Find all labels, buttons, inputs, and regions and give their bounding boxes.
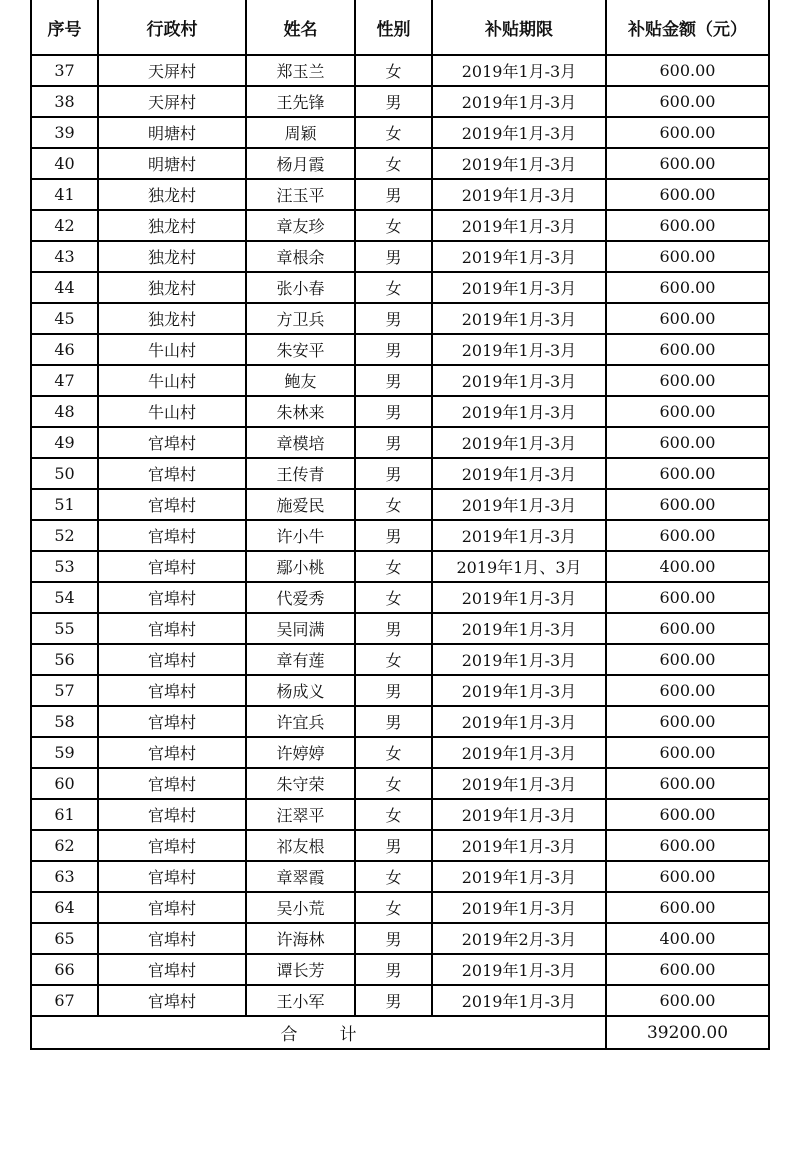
cell-subsidy-amount: 600.00	[606, 768, 769, 799]
cell-subsidy-period: 2019年1月-3月	[432, 210, 606, 241]
cell-subsidy-period: 2019年1月-3月	[432, 644, 606, 675]
cell-serial-no: 55	[31, 613, 98, 644]
cell-village: 明塘村	[98, 117, 246, 148]
cell-gender: 男	[355, 303, 432, 334]
cell-serial-no: 38	[31, 86, 98, 117]
cell-serial-no: 58	[31, 706, 98, 737]
cell-serial-no: 41	[31, 179, 98, 210]
cell-gender: 女	[355, 737, 432, 768]
table-row	[31, 644, 769, 675]
cell-name: 许小牛	[246, 520, 355, 551]
cell-subsidy-period: 2019年1月-3月	[432, 458, 606, 489]
cell-gender: 男	[355, 520, 432, 551]
total-label: 合计	[31, 1016, 606, 1049]
cell-name: 朱安平	[246, 334, 355, 365]
table-row	[31, 117, 769, 148]
subsidy-table	[30, 0, 770, 1050]
cell-serial-no: 54	[31, 582, 98, 613]
cell-name: 章翠霞	[246, 861, 355, 892]
cell-subsidy-amount: 600.00	[606, 892, 769, 923]
cell-name: 王小军	[246, 985, 355, 1016]
table-row	[31, 954, 769, 985]
table-body	[31, 55, 769, 1016]
cell-gender: 男	[355, 706, 432, 737]
table-row	[31, 737, 769, 768]
cell-name: 祁友根	[246, 830, 355, 861]
table-row	[31, 272, 769, 303]
cell-subsidy-period: 2019年1月-3月	[432, 985, 606, 1016]
cell-serial-no: 46	[31, 334, 98, 365]
cell-serial-no: 60	[31, 768, 98, 799]
cell-serial-no: 45	[31, 303, 98, 334]
cell-serial-no: 63	[31, 861, 98, 892]
cell-gender: 男	[355, 985, 432, 1016]
cell-serial-no: 39	[31, 117, 98, 148]
cell-village: 牛山村	[98, 334, 246, 365]
cell-village: 官埠村	[98, 799, 246, 830]
table-row	[31, 551, 769, 582]
cell-subsidy-period: 2019年1月-3月	[432, 117, 606, 148]
cell-name: 章模培	[246, 427, 355, 458]
cell-serial-no: 53	[31, 551, 98, 582]
cell-gender: 女	[355, 582, 432, 613]
cell-gender: 女	[355, 551, 432, 582]
table-row	[31, 861, 769, 892]
header-serial-no: 序号	[31, 0, 98, 55]
cell-gender: 女	[355, 799, 432, 830]
cell-gender: 女	[355, 117, 432, 148]
cell-subsidy-period: 2019年1月-3月	[432, 954, 606, 985]
cell-gender: 女	[355, 768, 432, 799]
cell-village: 官埠村	[98, 892, 246, 923]
cell-village: 官埠村	[98, 830, 246, 861]
table-row	[31, 923, 769, 954]
cell-gender: 女	[355, 892, 432, 923]
cell-gender: 男	[355, 675, 432, 706]
cell-subsidy-period: 2019年1月-3月	[432, 582, 606, 613]
cell-village: 官埠村	[98, 737, 246, 768]
cell-subsidy-period: 2019年1月-3月	[432, 737, 606, 768]
cell-serial-no: 67	[31, 985, 98, 1016]
cell-subsidy-period: 2019年1月-3月	[432, 272, 606, 303]
cell-subsidy-amount: 600.00	[606, 954, 769, 985]
table-footer	[31, 1016, 769, 1049]
cell-subsidy-amount: 600.00	[606, 365, 769, 396]
table-row	[31, 303, 769, 334]
cell-village: 官埠村	[98, 644, 246, 675]
cell-serial-no: 62	[31, 830, 98, 861]
cell-name: 周颖	[246, 117, 355, 148]
cell-subsidy-period: 2019年1月-3月	[432, 830, 606, 861]
cell-name: 王传青	[246, 458, 355, 489]
table-row	[31, 241, 769, 272]
cell-village: 官埠村	[98, 861, 246, 892]
cell-subsidy-amount: 400.00	[606, 923, 769, 954]
table-row	[31, 892, 769, 923]
cell-subsidy-amount: 600.00	[606, 179, 769, 210]
cell-subsidy-period: 2019年1月-3月	[432, 427, 606, 458]
table-row	[31, 799, 769, 830]
cell-serial-no: 48	[31, 396, 98, 427]
table-row	[31, 210, 769, 241]
cell-gender: 男	[355, 613, 432, 644]
table-row	[31, 768, 769, 799]
cell-village: 天屏村	[98, 55, 246, 86]
table-row	[31, 830, 769, 861]
cell-subsidy-amount: 600.00	[606, 86, 769, 117]
cell-name: 许海林	[246, 923, 355, 954]
cell-gender: 男	[355, 954, 432, 985]
cell-gender: 男	[355, 923, 432, 954]
cell-serial-no: 51	[31, 489, 98, 520]
cell-village: 天屏村	[98, 86, 246, 117]
cell-name: 杨月霞	[246, 148, 355, 179]
cell-village: 官埠村	[98, 923, 246, 954]
header-name: 姓名	[246, 0, 355, 55]
cell-village: 独龙村	[98, 241, 246, 272]
table-header	[31, 0, 769, 55]
header-gender: 性别	[355, 0, 432, 55]
cell-name: 汪翠平	[246, 799, 355, 830]
cell-village: 官埠村	[98, 954, 246, 985]
cell-gender: 女	[355, 148, 432, 179]
table-row	[31, 706, 769, 737]
cell-subsidy-period: 2019年1月、3月	[432, 551, 606, 582]
table-row	[31, 396, 769, 427]
table-row	[31, 520, 769, 551]
cell-subsidy-period: 2019年1月-3月	[432, 520, 606, 551]
table-row	[31, 675, 769, 706]
cell-name: 杨成义	[246, 675, 355, 706]
cell-serial-no: 50	[31, 458, 98, 489]
cell-serial-no: 65	[31, 923, 98, 954]
cell-subsidy-period: 2019年1月-3月	[432, 613, 606, 644]
cell-name: 郑玉兰	[246, 55, 355, 86]
cell-subsidy-period: 2019年1月-3月	[432, 365, 606, 396]
total-row	[31, 1016, 769, 1049]
cell-village: 独龙村	[98, 303, 246, 334]
cell-gender: 男	[355, 458, 432, 489]
cell-village: 官埠村	[98, 706, 246, 737]
cell-subsidy-amount: 600.00	[606, 861, 769, 892]
cell-subsidy-amount: 400.00	[606, 551, 769, 582]
cell-gender: 男	[355, 241, 432, 272]
cell-serial-no: 44	[31, 272, 98, 303]
cell-gender: 女	[355, 489, 432, 520]
cell-gender: 女	[355, 861, 432, 892]
cell-subsidy-amount: 600.00	[606, 582, 769, 613]
cell-serial-no: 43	[31, 241, 98, 272]
cell-serial-no: 59	[31, 737, 98, 768]
cell-name: 谭长芳	[246, 954, 355, 985]
cell-village: 牛山村	[98, 365, 246, 396]
cell-subsidy-amount: 600.00	[606, 737, 769, 768]
header-village: 行政村	[98, 0, 246, 55]
table-row	[31, 582, 769, 613]
cell-village: 官埠村	[98, 582, 246, 613]
cell-subsidy-amount: 600.00	[606, 148, 769, 179]
cell-name: 施爱民	[246, 489, 355, 520]
cell-subsidy-period: 2019年1月-3月	[432, 241, 606, 272]
cell-subsidy-amount: 600.00	[606, 427, 769, 458]
cell-name: 方卫兵	[246, 303, 355, 334]
cell-subsidy-period: 2019年1月-3月	[432, 86, 606, 117]
cell-village: 牛山村	[98, 396, 246, 427]
cell-subsidy-period: 2019年1月-3月	[432, 396, 606, 427]
cell-name: 吴小荒	[246, 892, 355, 923]
cell-village: 官埠村	[98, 427, 246, 458]
cell-subsidy-amount: 600.00	[606, 210, 769, 241]
cell-village: 独龙村	[98, 272, 246, 303]
cell-gender: 女	[355, 644, 432, 675]
cell-subsidy-amount: 600.00	[606, 396, 769, 427]
cell-serial-no: 49	[31, 427, 98, 458]
cell-subsidy-period: 2019年1月-3月	[432, 55, 606, 86]
cell-name: 许宜兵	[246, 706, 355, 737]
cell-name: 朱林来	[246, 396, 355, 427]
cell-village: 官埠村	[98, 675, 246, 706]
cell-name: 章有莲	[246, 644, 355, 675]
table-row	[31, 86, 769, 117]
cell-serial-no: 66	[31, 954, 98, 985]
cell-subsidy-period: 2019年1月-3月	[432, 179, 606, 210]
cell-village: 独龙村	[98, 179, 246, 210]
cell-subsidy-amount: 600.00	[606, 613, 769, 644]
cell-village: 独龙村	[98, 210, 246, 241]
table-row	[31, 613, 769, 644]
cell-subsidy-amount: 600.00	[606, 706, 769, 737]
cell-serial-no: 47	[31, 365, 98, 396]
cell-subsidy-amount: 600.00	[606, 830, 769, 861]
cell-subsidy-amount: 600.00	[606, 55, 769, 86]
table-row	[31, 179, 769, 210]
cell-subsidy-period: 2019年1月-3月	[432, 799, 606, 830]
cell-subsidy-amount: 600.00	[606, 985, 769, 1016]
cell-village: 明塘村	[98, 148, 246, 179]
cell-subsidy-period: 2019年2月-3月	[432, 923, 606, 954]
cell-subsidy-amount: 600.00	[606, 458, 769, 489]
cell-village: 官埠村	[98, 985, 246, 1016]
cell-subsidy-amount: 600.00	[606, 272, 769, 303]
cell-serial-no: 61	[31, 799, 98, 830]
table-row	[31, 55, 769, 86]
cell-village: 官埠村	[98, 613, 246, 644]
cell-subsidy-period: 2019年1月-3月	[432, 892, 606, 923]
cell-gender: 男	[355, 86, 432, 117]
cell-subsidy-amount: 600.00	[606, 799, 769, 830]
cell-name: 汪玉平	[246, 179, 355, 210]
cell-gender: 男	[355, 396, 432, 427]
table-row	[31, 427, 769, 458]
cell-village: 官埠村	[98, 520, 246, 551]
cell-subsidy-amount: 600.00	[606, 303, 769, 334]
cell-name: 代爱秀	[246, 582, 355, 613]
cell-subsidy-amount: 600.00	[606, 117, 769, 148]
cell-subsidy-period: 2019年1月-3月	[432, 768, 606, 799]
cell-name: 王先锋	[246, 86, 355, 117]
cell-subsidy-amount: 600.00	[606, 675, 769, 706]
cell-serial-no: 40	[31, 148, 98, 179]
cell-gender: 女	[355, 55, 432, 86]
cell-name: 章根余	[246, 241, 355, 272]
table-row	[31, 985, 769, 1016]
cell-subsidy-period: 2019年1月-3月	[432, 706, 606, 737]
cell-serial-no: 42	[31, 210, 98, 241]
cell-subsidy-period: 2019年1月-3月	[432, 489, 606, 520]
cell-village: 官埠村	[98, 551, 246, 582]
cell-gender: 男	[355, 179, 432, 210]
total-amount: 39200.00	[606, 1016, 769, 1049]
cell-serial-no: 64	[31, 892, 98, 923]
cell-gender: 男	[355, 427, 432, 458]
cell-subsidy-amount: 600.00	[606, 334, 769, 365]
table-row	[31, 334, 769, 365]
header-subsidy-period: 补贴期限	[432, 0, 606, 55]
table-row	[31, 458, 769, 489]
table-row	[31, 489, 769, 520]
header-row	[31, 0, 769, 55]
cell-name: 章友珍	[246, 210, 355, 241]
cell-subsidy-amount: 600.00	[606, 644, 769, 675]
table-row	[31, 365, 769, 396]
cell-subsidy-period: 2019年1月-3月	[432, 303, 606, 334]
cell-gender: 男	[355, 365, 432, 396]
cell-subsidy-amount: 600.00	[606, 241, 769, 272]
cell-name: 许婷婷	[246, 737, 355, 768]
cell-gender: 男	[355, 830, 432, 861]
cell-name: 朱守荣	[246, 768, 355, 799]
cell-village: 官埠村	[98, 768, 246, 799]
cell-serial-no: 37	[31, 55, 98, 86]
cell-gender: 女	[355, 210, 432, 241]
cell-subsidy-period: 2019年1月-3月	[432, 148, 606, 179]
cell-gender: 女	[355, 272, 432, 303]
cell-name: 鲍友	[246, 365, 355, 396]
header-subsidy-amount: 补贴金额（元）	[606, 0, 769, 55]
cell-name: 鄢小桃	[246, 551, 355, 582]
table-row	[31, 148, 769, 179]
cell-subsidy-period: 2019年1月-3月	[432, 334, 606, 365]
cell-subsidy-amount: 600.00	[606, 520, 769, 551]
cell-village: 官埠村	[98, 489, 246, 520]
cell-subsidy-amount: 600.00	[606, 489, 769, 520]
cell-name: 吴同满	[246, 613, 355, 644]
cell-name: 张小春	[246, 272, 355, 303]
cell-village: 官埠村	[98, 458, 246, 489]
cell-subsidy-period: 2019年1月-3月	[432, 861, 606, 892]
cell-serial-no: 57	[31, 675, 98, 706]
cell-serial-no: 52	[31, 520, 98, 551]
cell-subsidy-period: 2019年1月-3月	[432, 675, 606, 706]
cell-gender: 男	[355, 334, 432, 365]
cell-serial-no: 56	[31, 644, 98, 675]
